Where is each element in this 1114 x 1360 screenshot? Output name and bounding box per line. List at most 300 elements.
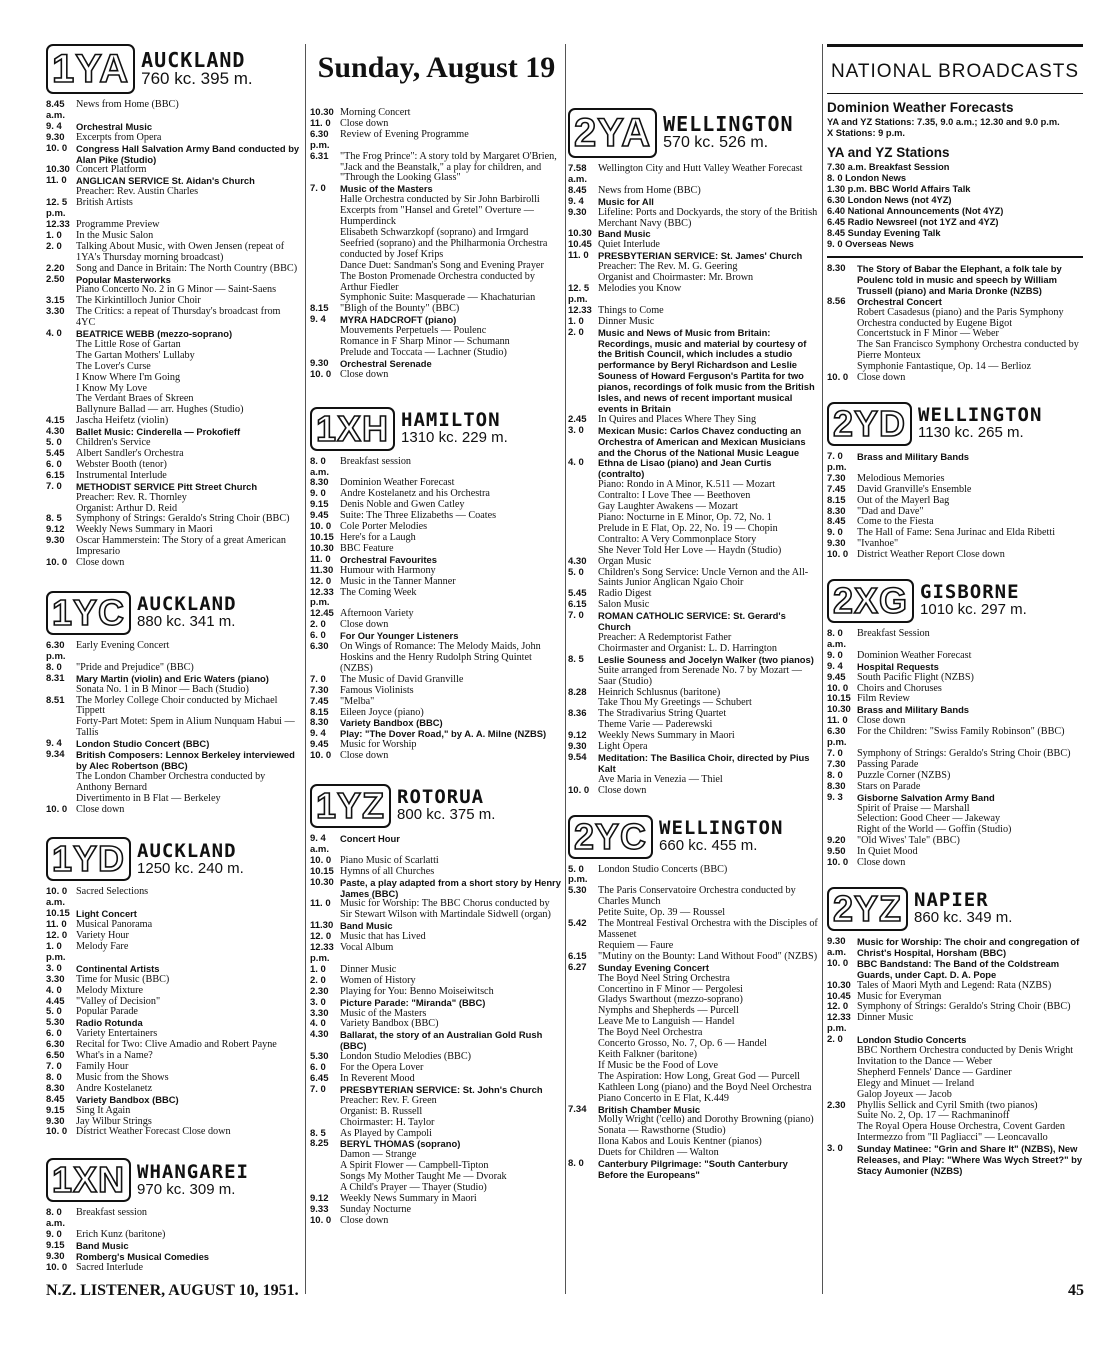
program-title: Symphony of Strings: Geraldo's String Choir (BBC) xyxy=(76,513,290,525)
program-entry xyxy=(310,130,563,152)
program-entry xyxy=(310,228,563,261)
program-time: 9. 0 xyxy=(827,649,843,661)
program-time xyxy=(310,1172,340,1183)
program-title: Erich Kunz (baritone) xyxy=(76,1229,166,1241)
program-time xyxy=(568,1126,598,1137)
program-time: 9.12 xyxy=(568,730,587,742)
weather-forecasts-heading: Dominion Weather Forecasts xyxy=(827,100,1014,115)
program-title: The Montreal Festival Orchestra with the Disciples of Massenet xyxy=(598,918,818,940)
program-title: Preacher: The Rev. M. G. Geering xyxy=(598,261,738,273)
program-time: 7. 0 xyxy=(568,610,584,622)
program-title: The Lover's Curse xyxy=(76,360,151,372)
program-title: METHODIST SERVICE Pitt Street Church xyxy=(76,480,258,492)
program-title: "Valley of Decision" xyxy=(76,995,161,1007)
program-time: 10. 0 xyxy=(310,854,332,866)
program-time: 11.30 xyxy=(310,564,334,576)
station-city: WELLINGTON xyxy=(918,404,1043,427)
station-header-2ya xyxy=(568,108,818,158)
national-item: 9. 0 Overseas News xyxy=(827,239,914,249)
program-time: 9.33 xyxy=(310,1203,329,1215)
program-time: 10. 0 xyxy=(310,368,332,380)
program-time: 11. 0 xyxy=(310,553,331,565)
station-header-1yc xyxy=(46,591,301,635)
program-time: 8. 0 xyxy=(827,769,843,781)
program-title: Choirmaster: H. Taylor xyxy=(340,1116,435,1128)
program-title: Organ Music xyxy=(598,555,652,567)
program-time: 4.45 xyxy=(46,995,65,1007)
program-time: 8.30 xyxy=(827,263,846,274)
program-time: 6.45 xyxy=(310,1072,329,1084)
station-frequency: 1010 kc. 297 m. xyxy=(920,601,1027,619)
program-title: British Composers: Lennox Berkeley interviewed by Alec Robertson (BBC) xyxy=(76,749,295,771)
program-title: Close down xyxy=(76,803,125,815)
program-time xyxy=(46,772,76,794)
program-time: 6.30 xyxy=(310,641,329,653)
program-title: Music for Everyman xyxy=(857,990,942,1002)
station-frequency: 570 kc. 526 m. xyxy=(663,134,769,152)
program-title: Music and News of Music from Britain: Recordings, music and material by courtesy of the British Council, which includes a studio performance by Beryl Richardson and Leslie Souness of Howard Ferguson's Partita for two pianos, recordings of folk music from the British Isles, and news of recent important musical events in Britain xyxy=(598,326,815,414)
program-time: 6.30 p.m. xyxy=(46,639,66,662)
program-title: Talking About Music, with Owen Jensen (repeat of 1YA's Thursday morning broadcast) xyxy=(76,240,285,263)
program-2yd xyxy=(827,452,1083,561)
station-header-2yz xyxy=(827,887,1083,931)
program-time: 10.15 xyxy=(310,865,334,877)
program-time xyxy=(827,1057,857,1068)
program-time: 7.45 xyxy=(310,695,329,707)
program-time: 8.15 xyxy=(310,303,329,315)
program-title: The Aspiration: How Long, Great God — Purcell xyxy=(598,1070,801,1082)
program-entry xyxy=(310,457,563,479)
program-time: 4.30 xyxy=(310,1029,329,1041)
program-entry xyxy=(46,685,301,696)
program-title: Ballet Music: Cinderella — Prokofieff xyxy=(76,426,241,438)
program-title: Early Evening Concert xyxy=(76,639,170,651)
program-title: The Boston Promenade Orchestra conducted by Arthur Fiedler xyxy=(340,270,535,293)
program-title: Music of the Masters xyxy=(340,1007,427,1019)
program-1yd xyxy=(46,887,301,1138)
program-title: Congress Hall Salvation Army Band conducted by Alan Pike (Studio) xyxy=(76,142,300,165)
program-entry xyxy=(46,1208,301,1230)
program-time: 6.27 xyxy=(568,961,587,973)
program-title: In Reverent Mood xyxy=(340,1072,415,1084)
program-title: The Coming Week xyxy=(340,586,417,598)
program-title: Jascha Heifetz (violin) xyxy=(76,415,169,427)
program-title: Piano Music of Scarlatti xyxy=(340,854,439,866)
station-header-2yd xyxy=(827,402,1083,446)
program-entry xyxy=(568,865,818,887)
program-entry xyxy=(827,550,1083,561)
program-title: Quiet Interlude xyxy=(598,239,660,251)
program-title: Sunday Nocturne xyxy=(340,1203,412,1215)
program-title: Prelude in E Flat, Op. 22, No. 19 — Chopin xyxy=(598,522,778,534)
program-entry xyxy=(46,144,301,166)
program-time xyxy=(46,717,76,739)
program-time: 3.30 xyxy=(310,1007,329,1019)
column-2 xyxy=(310,108,563,1227)
program-title: Salon Music xyxy=(598,599,650,611)
program-entry xyxy=(46,536,301,558)
program-title: London Studio Melodies (BBC) xyxy=(340,1051,472,1063)
program-time xyxy=(310,228,340,261)
program-time: 7. 0 p.m. xyxy=(827,450,847,473)
column-4 xyxy=(827,44,1083,1177)
call-sign: 1YC xyxy=(46,591,131,635)
program-time: 8. 5 xyxy=(46,513,62,525)
program-title: Close down xyxy=(598,784,647,796)
program-entry xyxy=(568,557,818,568)
program-time: 6.30 xyxy=(46,1039,65,1051)
station-frequency: 970 kc. 309 m. xyxy=(137,1180,236,1198)
program-time xyxy=(568,535,598,546)
national-item: 6.40 National Announcements (Not 4YZ) xyxy=(827,206,1004,216)
program-title: BEATRICE WEBB (mezzo-soprano) xyxy=(76,328,233,340)
program-entry xyxy=(46,1095,301,1106)
program-entry xyxy=(310,1216,563,1227)
program-title: Preacher: Rev. F. Green xyxy=(340,1094,437,1106)
program-2ya xyxy=(568,164,818,797)
program-time xyxy=(827,1090,857,1101)
program-title: Mary Martin (violin) and Eric Waters (piano) xyxy=(76,672,269,684)
program-time: 9.15 xyxy=(310,499,329,511)
program-title: Concert Hour xyxy=(340,833,400,845)
program-time: 7.30 xyxy=(827,472,846,484)
program-time: 7.30 xyxy=(827,758,846,770)
program-time: 8. 0 a.m. xyxy=(310,455,330,478)
program-title: Ave Maria in Venezia — Thiel xyxy=(598,773,723,785)
program-entry xyxy=(310,686,563,697)
program-time: 10. 0 xyxy=(827,549,849,561)
call-sign: 2XG xyxy=(827,579,914,623)
program-time: 12. 0 xyxy=(46,930,68,942)
program-title: "The Frog Prince": A story told by Margaret O'Brien, "Jack and the Beanstalk," a play for children, and "Through the Looking Glass" xyxy=(340,150,557,184)
program-entry xyxy=(46,942,301,964)
program-title: Close down xyxy=(857,715,906,727)
program-title: District Weather Report Close down xyxy=(857,549,1005,561)
program-time xyxy=(827,340,857,362)
program-entry xyxy=(46,264,301,275)
program-entry xyxy=(568,974,818,985)
program-title: Close down xyxy=(340,117,389,129)
program-time: 7. 0 xyxy=(46,1060,62,1072)
program-entry xyxy=(568,786,818,797)
program-title: Variety Bandbox (BBC) xyxy=(340,717,443,729)
program-time: 5. 0 xyxy=(568,566,584,578)
program-time: 6. 0 xyxy=(310,1062,326,1074)
station-header-1ya xyxy=(46,44,301,94)
program-title: Humour with Harmony xyxy=(340,564,436,576)
program-title: Playing for You: Benno Moiseiwitsch xyxy=(340,985,494,997)
program-title: Variety Entertainers xyxy=(76,1028,158,1040)
program-time: 11. 0 xyxy=(310,898,331,910)
program-time xyxy=(568,546,598,557)
program-title: Spirit of Praise — Marshall xyxy=(857,802,970,814)
program-time: 9.45 xyxy=(827,671,846,683)
program-time xyxy=(310,1161,340,1172)
program-entry xyxy=(827,858,1083,869)
program-entry xyxy=(568,284,818,306)
program-title: Orchestral Favourites xyxy=(340,553,437,565)
program-entry xyxy=(568,328,818,415)
column-rule xyxy=(565,44,566,1294)
program-time: 9.34 xyxy=(46,749,65,761)
program-title: Preacher: Rev. Austin Charles xyxy=(76,186,199,198)
station-frequency: 760 kc. 395 m. xyxy=(141,68,253,88)
column-1 xyxy=(46,44,301,1274)
program-title: The Story of Babar the Elephant, a folk tale by Poulenc told in music and speech by William Trussell (piano) and Maria Dronke (NZBS) xyxy=(857,263,1062,296)
program-time xyxy=(46,394,76,405)
program-time: 9. 4 xyxy=(46,120,62,132)
program-time: 6.31 xyxy=(310,150,329,162)
program-time xyxy=(568,633,598,644)
program-title: Wellington City and Hutt Valley Weather Forecast xyxy=(598,163,803,174)
program-title: BBC Bandstand: The Band of the Coldstream Guards, under Capt. D. A. Pope xyxy=(857,957,1060,980)
program-time: 5.45 xyxy=(46,448,65,459)
program-time: 9. 0 xyxy=(310,488,326,500)
program-title: Close down xyxy=(857,857,906,869)
program-title: Organist and Choirmaster: Mr. Brown xyxy=(598,272,754,284)
program-title: Organist: Arthur D. Reid xyxy=(76,502,178,514)
program-title: Close down xyxy=(340,619,389,631)
program-time: 1. 0 xyxy=(568,315,584,327)
program-entry xyxy=(310,987,563,998)
program-title: Ballarat, the story of an Australian Gold Rush (BBC) xyxy=(340,1029,543,1052)
program-title: Contralto: I Love Thee — Beethoven xyxy=(598,490,751,502)
program-time: 12. 0 xyxy=(310,931,332,943)
program-time: 7.58 a.m. xyxy=(568,163,588,185)
program-title: Sunday Matinee: "Grin and Share It" (NZBS), New Releases, and Play: "Where Was Wych Street?" by Stacy Aumonier (NZBS) xyxy=(857,1143,1083,1176)
program-time: 10. 0 a.m. xyxy=(46,886,68,909)
program-entry xyxy=(46,307,301,329)
program-time: 2.30 xyxy=(827,1099,846,1111)
program-title: "Melba" xyxy=(340,695,375,707)
program-title: Organist: B. Russell xyxy=(340,1105,423,1117)
program-time: 8.45 xyxy=(568,184,587,196)
program-time: 8.15 xyxy=(827,494,846,506)
station-city: AUCKLAND xyxy=(137,839,237,862)
program-title: Things to Come xyxy=(598,304,664,316)
program-title: Selection: Good Cheer — Jakeway xyxy=(857,813,1001,825)
program-time xyxy=(46,794,76,805)
program-time xyxy=(568,1072,598,1083)
program-title: The Morley College Choir conducted by Michael Tippett xyxy=(76,694,278,717)
program-title: Shepherd Fennels' Dance — Gardiner xyxy=(857,1066,1012,1078)
program-time: 9. 4 xyxy=(310,728,326,740)
program-title: "Pride and Prejudice" (BBC) xyxy=(76,661,194,673)
program-title: Leslie Souness and Jocelyn Walker (two pianos) xyxy=(598,653,814,665)
program-title: Sonata No. 1 in B Minor — Bach (Studio) xyxy=(76,683,249,695)
program-title: PRESBYTERIAN SERVICE: St. John's Church xyxy=(340,1083,543,1095)
program-entry xyxy=(827,264,1083,297)
program-title: "Ivanhoe" xyxy=(857,538,899,550)
program-time: 6. 0 xyxy=(46,458,62,470)
national-item: 1.30 p.m. BBC World Affairs Talk xyxy=(827,184,971,194)
program-entry xyxy=(568,164,818,186)
program-time: 12. 5 p.m. xyxy=(46,197,68,220)
program-title: Kathleen Long (piano) and the Boyd Neel Orchestra xyxy=(598,1081,812,1093)
weather-times-x: X Stations: 9 p.m. xyxy=(827,128,906,138)
program-time: 10.15 xyxy=(46,908,70,920)
program-time: 2. 0 xyxy=(827,1034,843,1046)
program-time: 3.30 xyxy=(46,973,65,985)
program-title: Variety Bandbox (BBC) xyxy=(340,1018,439,1030)
program-title: Damon — Strange xyxy=(340,1149,417,1161)
program-title: In the Music Salon xyxy=(76,229,154,241)
program-title: Dominion Weather Forecast xyxy=(857,649,972,661)
program-title: Music of the Masters xyxy=(340,183,433,195)
column-rule xyxy=(822,44,823,1294)
program-time: 9. 0 xyxy=(827,527,843,539)
program-entry xyxy=(568,666,818,688)
program-title: Halle Orchestra conducted by Sir John Barbirolli xyxy=(340,194,540,206)
program-title: Sonata — Rawsthorne (Studio) xyxy=(598,1125,726,1137)
program-time xyxy=(827,1111,857,1122)
station-frequency: 1310 kc. 229 m. xyxy=(401,428,508,446)
program-entry xyxy=(46,1106,301,1117)
program-time: 12.33 p.m. xyxy=(310,942,334,964)
program-time: 4. 0 xyxy=(46,984,62,996)
program-title: Close down xyxy=(76,557,125,569)
program-time xyxy=(568,502,598,513)
program-title: Gisborne Salvation Army Band xyxy=(857,791,995,803)
program-title: Band Music xyxy=(598,228,651,240)
program-title: Romberg's Musical Comedies xyxy=(76,1250,209,1262)
program-time: 1. 0 p.m. xyxy=(46,941,66,963)
program-time: 4.15 xyxy=(46,415,65,427)
program-title: Gladys Swarthout (mezzo-soprano) xyxy=(598,994,743,1006)
program-entry xyxy=(827,673,1083,684)
program-title: Suite: The Three Elizabeths — Coates xyxy=(340,510,497,522)
program-title: Close down xyxy=(340,750,389,762)
call-sign: 1YD xyxy=(46,837,131,881)
program-entry xyxy=(46,887,301,909)
program-title: Dance Duet: Sandman's Song and Evening Prayer xyxy=(340,259,544,271)
program-time: 10.30 xyxy=(827,704,851,716)
program-entry xyxy=(310,152,563,185)
program-title: Breakfast session xyxy=(76,1207,148,1219)
program-title: David Granville's Ensemble xyxy=(857,483,972,495)
program-title: Duets for Children — Walton xyxy=(598,1147,719,1159)
program-entry xyxy=(827,373,1083,384)
program-title: Music for All xyxy=(598,195,654,207)
program-title: Breakfast session xyxy=(340,455,412,467)
program-entry xyxy=(310,943,563,965)
program-time: 10. 0 xyxy=(46,1126,68,1138)
program-time xyxy=(827,1122,857,1133)
program-time: 5.30 xyxy=(310,1051,329,1063)
program-time: 8.30 xyxy=(827,780,846,792)
national-item: 8. 0 London News xyxy=(827,173,907,183)
program-title: The Boyd Neel String Orchestra xyxy=(598,972,730,984)
program-1yz xyxy=(310,834,563,1227)
divider xyxy=(827,256,1083,258)
program-title: Meditation: The Basilica Choir, directed by Pius Kalt xyxy=(598,751,810,774)
program-title: District Weather Forecast Close down xyxy=(76,1126,231,1138)
program-time: 10.30 xyxy=(310,876,334,888)
program-entry xyxy=(310,577,563,588)
station-frequency: 860 kc. 349 m. xyxy=(914,909,1013,927)
program-title: Preacher: Rev. R. Thornley xyxy=(76,491,187,503)
program-time: 7.34 xyxy=(568,1103,587,1115)
program-time: 5.42 xyxy=(568,918,587,930)
program-entry xyxy=(46,674,301,685)
program-1yc xyxy=(46,641,301,816)
program-time: 8.30 xyxy=(310,717,329,729)
program-entry xyxy=(568,317,818,328)
program-time: 7. 0 xyxy=(46,480,62,492)
program-time xyxy=(310,272,340,294)
program-entry xyxy=(46,100,301,122)
program-title: Divertimento in B Flat — Berkeley xyxy=(76,792,221,804)
program-title: London Studio Concert (BBC) xyxy=(76,738,210,750)
program-time: 9.54 xyxy=(568,751,587,763)
program-title: The Critics: a repeat of Thursday's broadcast from 4YC xyxy=(76,306,281,329)
program-entry xyxy=(827,340,1083,362)
program-title: Phyllis Sellick and Cyril Smith (two pianos) xyxy=(857,1099,1038,1111)
program-title: Molly Wright ('cello) and Dorothy Browning (piano) xyxy=(598,1114,814,1126)
call-sign: 1YZ xyxy=(310,784,391,828)
program-time: 10. 0 xyxy=(46,803,68,815)
program-time: 8.45 xyxy=(46,1093,65,1105)
program-entry xyxy=(310,566,563,577)
date-header: Sunday, August 19 xyxy=(317,51,556,84)
program-title: Keith Falkner (baritone) xyxy=(598,1048,698,1060)
program-title: Mexican Music: Carlos Chavez conducting an Orchestra of American and Mexican Musicians and the Chorus of the National Music League xyxy=(598,424,806,458)
program-title: The London Chamber Orchestra conducted by Anthony Bernard xyxy=(76,770,266,793)
program-entry xyxy=(827,308,1083,330)
program-title: Melody Fare xyxy=(76,941,129,952)
program-title: Ballynure Ballad — arr. Hughes (Studio) xyxy=(76,404,244,416)
program-entry xyxy=(46,482,301,493)
program-title: Tales of Maori Myth and Legend: Rata (NZBS) xyxy=(857,979,1052,991)
national-broadcasts-title: NATIONAL BROADCASTS xyxy=(827,44,1083,94)
program-title: Ilona Kabos and Louis Kentner (pianos) xyxy=(598,1136,762,1148)
program-title: Songs My Mother Taught Me — Dvorak xyxy=(340,1171,507,1183)
issue-line: N.Z. LISTENER, AUGUST 10, 1951. xyxy=(46,1282,299,1299)
program-title: Musical Panorama xyxy=(76,919,153,931)
national-item: 8.45 Sunday Evening Talk xyxy=(827,228,941,238)
program-time xyxy=(568,1115,598,1126)
national-item: 7.30 a.m. Breakfast Session xyxy=(827,162,950,172)
program-entry xyxy=(568,963,818,974)
program-title: Denis Noble and Gwen Catley xyxy=(340,499,465,511)
program-title: In Quiet Mood xyxy=(857,846,918,858)
program-time: 9.45 xyxy=(310,739,329,751)
program-1ya-continued xyxy=(310,108,563,381)
program-time: 8. 0 xyxy=(46,1071,62,1083)
program-title: Music for Worship xyxy=(340,739,417,751)
program-title: Continental Artists xyxy=(76,962,160,974)
program-time xyxy=(568,1050,598,1061)
program-time: 2. 0 xyxy=(568,326,584,338)
program-title: Orchestral Music xyxy=(76,120,153,132)
program-title: Orchestral Serenade xyxy=(340,357,432,369)
program-title: Dominion Weather Forecast xyxy=(340,477,455,489)
program-entry xyxy=(568,1083,818,1094)
program-time: 8.25 xyxy=(310,1138,329,1150)
program-title: Concertstuck in F Minor — Weber xyxy=(857,328,999,340)
program-title: I Know My Love xyxy=(76,382,148,394)
program-time: 9. 4 xyxy=(568,195,584,207)
program-2xg xyxy=(827,629,1083,869)
program-time: 4.30 xyxy=(46,426,65,438)
program-title: Nymphs and Shepherds — Purcell xyxy=(598,1005,739,1017)
program-title: Variety Hour xyxy=(76,930,129,942)
program-title: Come to the Fiesta xyxy=(857,516,934,528)
program-title: Cole Porter Melodies xyxy=(340,521,428,533)
program-time: 8.51 xyxy=(46,694,65,706)
program-title: "Dad and Dave" xyxy=(857,505,924,517)
program-time: 2.20 xyxy=(46,262,65,274)
